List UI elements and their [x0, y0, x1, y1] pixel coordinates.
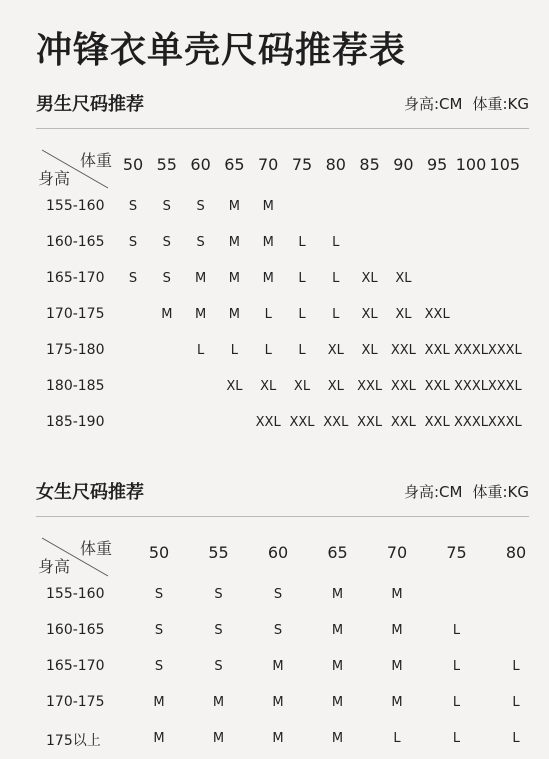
men-height-row-label: 185-190 — [46, 414, 105, 430]
men-size-cell: XL — [395, 307, 412, 322]
women-size-cell: L — [512, 695, 520, 710]
men-size-cell: XXL — [357, 415, 383, 430]
men-corner-diagonal — [40, 148, 112, 192]
women-size-cell: S — [154, 623, 164, 638]
men-size-cell: M — [228, 307, 240, 322]
men-height-row-label: 170-175 — [46, 306, 105, 322]
men-size-cell: S — [196, 199, 205, 214]
women-size-cell: M — [331, 695, 344, 710]
men-size-cell: L — [332, 271, 340, 286]
men-size-cell: L — [298, 343, 306, 358]
men-size-cell: S — [128, 271, 138, 286]
women-size-cell: M — [153, 731, 165, 746]
men-weight-header-50: 50 — [122, 155, 144, 174]
men-height-row-label: 160-165 — [46, 234, 105, 250]
men-size-cell: M — [194, 307, 207, 322]
men-size-cell: L — [196, 343, 205, 358]
women-height-row-label: 170-175 — [46, 694, 105, 710]
men-size-cell: M — [194, 271, 207, 286]
men-size-cell: XXXL — [487, 343, 522, 358]
women-weight-header-60: 60 — [267, 543, 289, 562]
men-size-cell: M — [262, 199, 274, 214]
men-section-title: 男生尺码推荐 — [36, 94, 144, 115]
men-size-cell: XXL — [390, 415, 416, 430]
men-size-cell: XL — [361, 307, 378, 322]
men-weight-header-55: 55 — [156, 155, 177, 174]
women-corner-weight-label: 体重 — [80, 539, 113, 558]
women-divider — [36, 516, 529, 517]
men-weight-header-65: 65 — [224, 155, 245, 174]
women-weight-header-75: 75 — [446, 543, 467, 562]
men-size-cell: XXL — [289, 415, 315, 430]
women-size-cell: M — [391, 695, 403, 710]
men-height-row-label: 155-160 — [46, 198, 105, 214]
men-size-cell: M — [262, 235, 274, 250]
men-corner-height-label: 身高 — [38, 169, 71, 188]
women-size-cell: M — [212, 731, 225, 746]
men-height-row-label: 180-185 — [46, 378, 105, 394]
women-size-cell: L — [452, 731, 461, 746]
men-size-cell: XXXL — [487, 379, 522, 394]
men-size-cell: S — [162, 199, 171, 214]
women-size-cell: M — [331, 587, 344, 602]
men-size-cell: XXXL — [454, 379, 488, 394]
men-corner-weight-label: 体重 — [80, 151, 113, 170]
women-size-cell: L — [452, 623, 461, 638]
men-size-cell: XXL — [424, 379, 450, 394]
men-size-cell: XXL — [255, 415, 281, 430]
men-weight-header-95: 95 — [427, 155, 448, 174]
men-size-cell: XL — [395, 271, 412, 286]
women-height-row-label: 175以上 — [46, 733, 101, 749]
women-size-cell: S — [154, 659, 164, 674]
men-divider — [36, 128, 529, 129]
men-height-unit: 身高:CM — [404, 95, 463, 113]
women-size-cell: M — [391, 587, 403, 602]
women-size-cell: L — [452, 659, 461, 674]
women-weight-header-50: 50 — [148, 543, 170, 562]
men-size-cell: M — [228, 199, 240, 214]
women-section-title: 女生尺码推荐 — [36, 482, 144, 503]
men-size-cell: XXL — [424, 415, 450, 430]
women-units — [404, 481, 529, 502]
men-size-cell: XXXL — [454, 343, 488, 358]
men-weight-header-90: 90 — [393, 155, 414, 174]
men-units — [404, 93, 529, 114]
women-size-cell: M — [272, 695, 284, 710]
men-height-row-label: 165-170 — [46, 270, 105, 286]
men-size-cell: L — [264, 307, 272, 322]
women-weight-unit: 体重:KG — [472, 483, 529, 501]
men-size-cell: M — [228, 235, 240, 250]
women-size-cell: L — [452, 695, 461, 710]
men-size-cell: L — [298, 307, 306, 322]
women-size-cell: M — [331, 623, 344, 638]
men-size-cell: XXL — [357, 379, 383, 394]
men-size-cell: XL — [327, 343, 344, 358]
women-height-row-label: 165-170 — [46, 658, 105, 674]
men-size-cell: XL — [361, 271, 378, 286]
women-corner-height-label: 身高 — [38, 557, 71, 576]
men-size-cell: S — [196, 235, 205, 250]
men-size-cell: L — [298, 235, 306, 250]
men-size-cell: XL — [327, 379, 344, 394]
women-size-cell: M — [391, 659, 403, 674]
women-height-row-label: 155-160 — [46, 586, 105, 602]
men-size-cell: XL — [226, 379, 243, 394]
women-size-cell: L — [512, 731, 520, 746]
men-size-cell: L — [332, 235, 340, 250]
women-size-cell: M — [212, 695, 225, 710]
women-size-cell: M — [272, 659, 284, 674]
men-size-cell: XXL — [424, 307, 450, 322]
women-height-unit: 身高:CM — [404, 483, 463, 501]
men-size-cell: S — [128, 235, 138, 250]
men-size-cell: XXL — [390, 343, 416, 358]
men-height-row-label: 175-180 — [46, 342, 105, 358]
men-size-cell: XXL — [390, 379, 416, 394]
men-weight-header-80: 80 — [325, 155, 346, 174]
women-weight-header-70: 70 — [386, 543, 408, 562]
women-size-cell: S — [214, 659, 223, 674]
women-size-cell: S — [154, 587, 164, 602]
men-size-cell: S — [162, 271, 171, 286]
women-size-cell: S — [273, 623, 283, 638]
men-size-cell: L — [230, 343, 239, 358]
men-weight-header-105: 105 — [489, 155, 521, 174]
men-size-cell: XL — [260, 379, 277, 394]
men-size-cell: L — [264, 343, 272, 358]
men-size-cell: XL — [293, 379, 311, 394]
men-weight-header-60: 60 — [190, 155, 211, 174]
women-size-cell: L — [512, 659, 520, 674]
women-size-cell: L — [393, 731, 401, 746]
women-corner-diagonal — [40, 536, 112, 580]
women-weight-header-80: 80 — [505, 543, 527, 562]
women-weight-header-55: 55 — [208, 543, 229, 562]
men-weight-header-75: 75 — [291, 155, 313, 174]
women-size-cell: M — [331, 731, 344, 746]
men-weight-unit: 体重:KG — [472, 95, 529, 113]
men-size-cell: XL — [361, 343, 378, 358]
men-size-cell: M — [228, 271, 240, 286]
men-size-cell: M — [161, 307, 173, 322]
women-height-row-label: 160-165 — [46, 622, 105, 638]
men-size-cell: S — [128, 199, 138, 214]
men-size-cell: L — [332, 307, 340, 322]
men-size-cell: XXL — [323, 415, 349, 430]
women-size-cell: S — [273, 587, 283, 602]
men-weight-header-85: 85 — [359, 155, 380, 174]
men-size-cell: XXL — [424, 343, 450, 358]
women-size-cell: S — [214, 623, 223, 638]
men-size-cell: L — [298, 271, 306, 286]
men-size-cell: M — [262, 271, 274, 286]
men-size-cell: XXXL — [454, 415, 488, 430]
men-size-cell: XXXL — [487, 415, 522, 430]
women-size-cell: M — [272, 731, 284, 746]
page-title: 冲锋衣单壳尺码推荐表 — [36, 30, 407, 71]
women-weight-header-65: 65 — [327, 543, 348, 562]
women-size-cell: S — [214, 587, 223, 602]
men-size-cell: S — [162, 235, 171, 250]
women-size-cell: M — [391, 623, 403, 638]
women-size-cell: M — [331, 659, 344, 674]
men-weight-header-70: 70 — [258, 155, 279, 174]
women-size-cell: M — [153, 695, 165, 710]
men-weight-header-100: 100 — [455, 155, 487, 174]
